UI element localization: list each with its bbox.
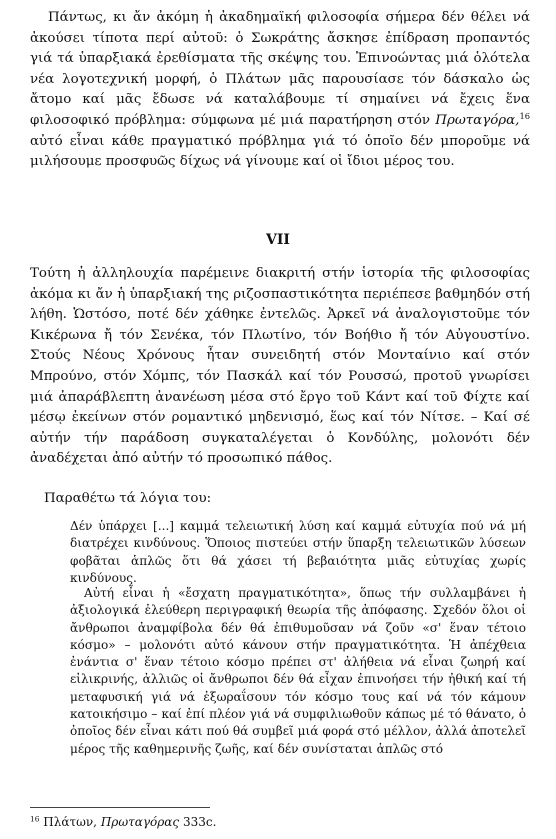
block-quote-paragraph-2: Αὐτή εἶναι ἡ «ἔσχατη πραγματικότητα», ὅπως τήν συλλαμβάνει ἡ ἀξιολογικά ἐλεύθερη περιγραφική θεωρία τῆς ἀπόφασης. Σχεδόν ὅλοι οἱ ἄνθρωποι ἀναμφίβολα δέν θά ἐπιθυμοῦσαν νά ζοῦν «σ' ἕναν τέτοιο κόσμο» – μολονότι αὐτό κάνουν στήν πραγματικότητα. Ἡ ἀπέχθεια ἐνάντια σ' ἕναν τέτοιο κόσμο πρέπει στ' ἀλήθεια νά εἶναι ζωηρή καί εἰλικρινής, ἀλλιῶς οἱ ἄνθρωποι δέν θά εἶχαν ἐπινοήσει τήν ἠθική καί τή μεταφυσική γιά νά ἐξωραΐσουν τόν κόσμο τους καί νά τόν κάμουν κατοικήσιμο – καί ἐπί πλέον γιά νά συμφιλιωθοῦν κάπως μέ τό θάνατο, ὁ ὁποῖος δέν εἶναι κάτι πού θά συμβεῖ μιά φορά στό μέλλον, ἀλλά ἀποτελεῖ μέρος τῆς καθημερινῆς ζωῆς, καί δέν συνίσταται ἁπλῶς στό — [70, 586, 526, 756]
italic-title: Πρωταγόρα, — [435, 112, 520, 128]
block-quote-paragraph-1: Δέν ὑπάρχει [...] καμμά τελειωτική λύση καί καμμά εὐτυχία πού νά μή διατρέχει κινδύνους. Ὅποιος πιστεύει στήν ὕπαρξη τελειωτικῶν λύσεων φοβᾶται ἁπλῶς ὅτι θά χάσει τή βεβαιότητα μιᾶς εὐτυχίας χωρίς κινδύνους. — [70, 519, 526, 585]
paragraph-text-continued: αὐτό εἶναι κάθε πραγματικό πρόβλημα γιά τό ὁποῖο δέν μποροῦμε νά μιλήσουμε προσφυῶς δίχως νά γίνουμε καί οἱ ἴδιοι μέρος του. — [30, 133, 530, 170]
paragraph-tradition: Τούτη ἡ ἀλληλουχία παρέμεινε διακριτή στήν ἱστορία τῆς φιλοσοφίας ἀκόμα κι ἄν ἡ ὑπαρξιακή της ριζοσπαστικότητα περιέπεσε βαθμηδόν στή λήθη. Ὡστόσο, ποτέ δέν χάθηκε ἐντελῶς. Ἀρκεῖ νά ἀναλογιστοῦμε τόν Κικέρωνα ἤ τόν Σενέκα, τόν Πλωτίνο, τόν Βοήθιο ἤ τόν Αὐγουστίνο. Στούς Νέους Χρόνους ἦταν συνειδητή στόν Μονταίνιο καί στόν Μπρούνο, στόν Χόμπς, τόν Πασκάλ καί τόν Ρουσσώ, προτοῦ γνωρίσει μιά ἀπαράβλεπτη ἀνανέωση μέσα στό ἔργο τοῦ Κάντ καί τοῦ Φίχτε καί μέσῳ ἐκείνων στόν ρομαντικό μηδενισμό, ἕως καί τόν Νίτσε. – Καί σέ αὐτήν τήν παράδοση συγκαταλέγεται ὁ Κονδύλης, μολονότι δέν ἀναδέχεται ἀπό αὐτήν τό προσωπικό πάθος. — [30, 266, 530, 467]
footnote-reference[interactable]: 16 — [519, 110, 530, 121]
footnote-ref: 333c. — [179, 815, 217, 829]
footnote-number: 16 — [30, 814, 40, 824]
footnote — [30, 814, 216, 830]
paragraph-text: Πάντως, κι ἄν ἀκόμη ἡ ἀκαδημαϊκή φιλοσοφία σήμερα δέν θέλει νά ἀκούσει τίποτα περί αὐτοῦ: ὁ Σωκράτης ἄσκησε ἐπίδραση προπαντός γιά τά ὑπαρξιακά ἐρεθίσματα τῆς σκέψης του. Ἐπινοώντας μιά ὁλότελα νέα λογοτεχνική μορφή, ὁ Πλάτων μᾶς παρουσίασε τόν δάσκαλο ὡς ἄτομο καί μᾶς ἔδωσε νά καταλάβουμε τί σημαίνει νά ἔχεις ἕνα φιλοσοφικό πρόβλημα: σύμφωνα μέ μιά παρατήρηση στόν — [30, 10, 530, 128]
quote-intro: Παραθέτω τά λόγια του: — [44, 491, 212, 506]
footnote-divider — [30, 807, 210, 808]
footnote-author: Πλάτων, — [39, 815, 101, 829]
footnote-title: Πρωταγόρας — [100, 815, 180, 829]
section-heading: VII — [266, 232, 290, 248]
paragraph-socrates — [30, 8, 530, 173]
